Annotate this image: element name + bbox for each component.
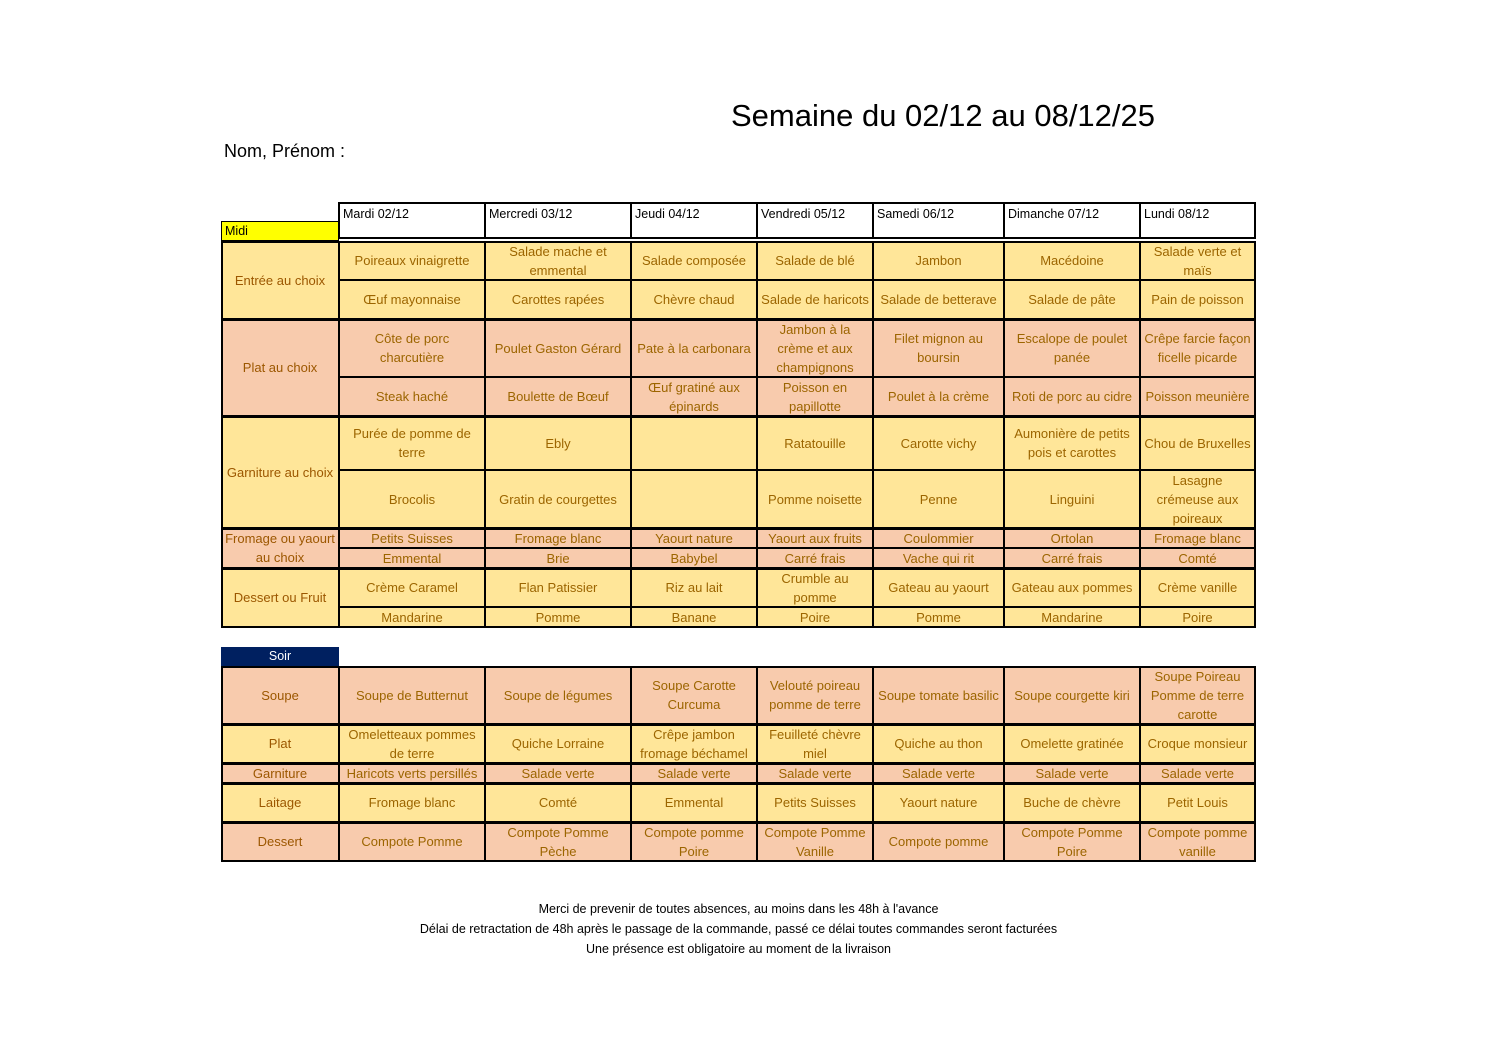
menu-item-cell: Soupe courgette kiri xyxy=(1004,666,1140,724)
menu-item-cell: Poisson en papillotte xyxy=(757,377,873,416)
menu-item-cell: Salade de pâte xyxy=(1004,280,1140,319)
menu-item-cell: Compote Pomme Vanille xyxy=(757,822,873,861)
menu-item-cell: Petit Louis xyxy=(1140,783,1255,822)
menu-item-cell: Soupe Poireau Pomme de terre carotte xyxy=(1140,666,1255,724)
menu-item-cell: Lasagne crémeuse aux poireaux xyxy=(1140,470,1255,528)
menu-item-cell: Œuf gratiné aux épinards xyxy=(631,377,757,416)
menu-item-cell: Carré frais xyxy=(757,548,873,568)
menu-item-cell: Pain de poisson xyxy=(1140,280,1255,319)
course-label: Garniture au choix xyxy=(221,416,339,528)
menu-item-cell: Côte de porc charcutière xyxy=(339,319,485,377)
menu-item-cell: Babybel xyxy=(631,548,757,568)
menu-item-cell: Pate à la carbonara xyxy=(631,319,757,377)
menu-item-cell: Velouté poireau pomme de terre xyxy=(757,666,873,724)
menu-item-cell: Riz au lait xyxy=(631,568,757,607)
menu-item-cell: Purée de pomme de terre xyxy=(339,416,485,470)
menu-item-cell: Omelette gratinée xyxy=(1004,724,1140,763)
menu-item-cell: Salade mache et emmental xyxy=(485,241,631,280)
note-line: Une présence est obligatoire au moment de la livraison xyxy=(585,942,892,956)
menu-item-cell: Emmental xyxy=(339,548,485,568)
menu-item-cell: Buche de chèvre xyxy=(1004,783,1140,822)
menu-item-cell: Fromage blanc xyxy=(1140,528,1255,548)
day-header: Jeudi 04/12 xyxy=(630,202,758,239)
menu-item-cell: Pomme noisette xyxy=(757,470,873,528)
menu-item-cell: Salade verte xyxy=(631,763,757,783)
menu-item-cell: Crêpe farcie façon ficelle picarde xyxy=(1140,319,1255,377)
note-line: Merci de prevenir de toutes absences, au moins dans les 48h à l'avance xyxy=(538,902,939,916)
menu-item-cell: Aumonière de petits pois et carottes xyxy=(1004,416,1140,470)
menu-item-cell: Œuf mayonnaise xyxy=(339,280,485,319)
menu-item-cell: Mandarine xyxy=(339,607,485,627)
menu-item-cell: Poireaux vinaigrette xyxy=(339,241,485,280)
menu-item-cell: Petits Suisses xyxy=(757,783,873,822)
day-header: Dimanche 07/12 xyxy=(1003,202,1141,239)
name-field-label: Nom, Prénom : xyxy=(224,141,346,161)
soir-section-tag: Soir xyxy=(221,647,339,667)
day-header: Mardi 02/12 xyxy=(338,202,486,239)
menu-item-cell: Brocolis xyxy=(339,470,485,528)
menu-item-cell: Poisson meunière xyxy=(1140,377,1255,416)
menu-item-cell: Poulet à la crème xyxy=(873,377,1004,416)
menu-item-cell: Carotte vichy xyxy=(873,416,1004,470)
menu-item-cell: Soupe de légumes xyxy=(485,666,631,724)
menu-item-cell: Mandarine xyxy=(1004,607,1140,627)
menu-item-cell: Salade composée xyxy=(631,241,757,280)
menu-item-cell: Gateau aux pommes xyxy=(1004,568,1140,607)
menu-item-cell: Vache qui rit xyxy=(873,548,1004,568)
menu-item-cell xyxy=(631,470,757,528)
course-label: Dessert ou Fruit xyxy=(221,568,339,627)
menu-item-cell: Haricots verts persillés xyxy=(339,763,485,783)
menu-item-cell: Quiche Lorraine xyxy=(485,724,631,763)
menu-item-cell: Ebly xyxy=(485,416,631,470)
menu-item-cell: Salade verte xyxy=(485,763,631,783)
menu-item-cell: Crème Caramel xyxy=(339,568,485,607)
menu-item-cell: Fromage blanc xyxy=(485,528,631,548)
menu-item-cell: Flan Patissier xyxy=(485,568,631,607)
menu-item-cell: Yaourt nature xyxy=(631,528,757,548)
menu-item-cell: Steak haché xyxy=(339,377,485,416)
menu-item-cell: Escalope de poulet panée xyxy=(1004,319,1140,377)
course-label: Garniture xyxy=(221,763,339,783)
menu-item-cell: Omeletteaux pommes de terre xyxy=(339,724,485,763)
menu-item-cell: Fromage blanc xyxy=(339,783,485,822)
menu-item-cell: Croque monsieur xyxy=(1140,724,1255,763)
menu-item-cell: Compote Pomme xyxy=(339,822,485,861)
menu-item-cell: Yaourt nature xyxy=(873,783,1004,822)
menu-item-cell: Jambon à la crème et aux champignons xyxy=(757,319,873,377)
menu-item-cell: Crumble au pomme xyxy=(757,568,873,607)
course-label: Soupe xyxy=(221,666,339,724)
menu-item-cell: Crème vanille xyxy=(1140,568,1255,607)
menu-item-cell: Yaourt aux fruits xyxy=(757,528,873,548)
menu-item-cell: Compote pomme vanille xyxy=(1140,822,1255,861)
menu-item-cell: Comté xyxy=(485,783,631,822)
day-header: Lundi 08/12 xyxy=(1139,202,1256,239)
menu-item-cell: Roti de porc au cidre xyxy=(1004,377,1140,416)
menu-item-cell: Compote pomme xyxy=(873,822,1004,861)
menu-item-cell: Salade verte xyxy=(757,763,873,783)
menu-item-cell: Salade de haricots xyxy=(757,280,873,319)
menu-item-cell: Penne xyxy=(873,470,1004,528)
menu-item-cell: Salade verte et maïs xyxy=(1140,241,1255,280)
menu-item-cell: Pomme xyxy=(873,607,1004,627)
menu-item-cell: Macédoine xyxy=(1004,241,1140,280)
menu-item-cell: Poire xyxy=(1140,607,1255,627)
menu-item-cell: Comté xyxy=(1140,548,1255,568)
footer-notes xyxy=(240,899,1237,959)
menu-item-cell: Jambon xyxy=(873,241,1004,280)
day-header: Vendredi 05/12 xyxy=(756,202,874,239)
menu-item-cell: Poire xyxy=(757,607,873,627)
menu-item-cell: Gateau au yaourt xyxy=(873,568,1004,607)
menu-item-cell: Crêpe jambon fromage béchamel xyxy=(631,724,757,763)
menu-item-cell: Compote Pomme Poire xyxy=(1004,822,1140,861)
menu-item-cell: Soupe de Butternut xyxy=(339,666,485,724)
menu-item-cell: Carré frais xyxy=(1004,548,1140,568)
menu-item-cell: Soupe tomate basilic xyxy=(873,666,1004,724)
menu-item-cell: Quiche au thon xyxy=(873,724,1004,763)
course-label: Fromage ou yaourt au choix xyxy=(221,528,339,568)
menu-item-cell xyxy=(631,416,757,470)
course-label: Entrée au choix xyxy=(221,241,339,319)
menu-item-cell: Chou de Bruxelles xyxy=(1140,416,1255,470)
menu-item-cell: Soupe Carotte Curcuma xyxy=(631,666,757,724)
menu-item-cell: Linguini xyxy=(1004,470,1140,528)
menu-item-cell: Brie xyxy=(485,548,631,568)
menu-item-cell: Salade verte xyxy=(1004,763,1140,783)
menu-item-cell: Salade verte xyxy=(873,763,1004,783)
menu-item-cell: Petits Suisses xyxy=(339,528,485,548)
menu-item-cell: Poulet Gaston Gérard xyxy=(485,319,631,377)
menu-item-cell: Compote Pomme Pèche xyxy=(485,822,631,861)
menu-item-cell: Ratatouille xyxy=(757,416,873,470)
menu-item-cell: Feuilleté chèvre miel xyxy=(757,724,873,763)
day-header: Mercredi 03/12 xyxy=(484,202,632,239)
course-label: Plat au choix xyxy=(221,319,339,416)
menu-item-cell: Salade de blé xyxy=(757,241,873,280)
menu-item-cell: Coulommier xyxy=(873,528,1004,548)
day-header: Samedi 06/12 xyxy=(872,202,1005,239)
midi-section-tag: Midi xyxy=(221,221,339,241)
course-label: Plat xyxy=(221,724,339,763)
menu-item-cell: Gratin de courgettes xyxy=(485,470,631,528)
course-label: Laitage xyxy=(221,783,339,822)
menu-item-cell: Salade verte xyxy=(1140,763,1255,783)
menu-item-cell: Carottes rapées xyxy=(485,280,631,319)
note-line: Délai de retractation de 48h après le passage de la commande, passé ce délai toutes commandes seront facturées xyxy=(419,922,1058,936)
course-label: Dessert xyxy=(221,822,339,861)
menu-item-cell: Compote pomme Poire xyxy=(631,822,757,861)
menu-item-cell: Boulette de Bœuf xyxy=(485,377,631,416)
page-title: Semaine du 02/12 au 08/12/25 xyxy=(731,98,1156,133)
menu-item-cell: Ortolan xyxy=(1004,528,1140,548)
menu-item-cell: Chèvre chaud xyxy=(631,280,757,319)
menu-item-cell: Pomme xyxy=(485,607,631,627)
menu-item-cell: Salade de betterave xyxy=(873,280,1004,319)
menu-item-cell: Emmental xyxy=(631,783,757,822)
menu-item-cell: Banane xyxy=(631,607,757,627)
menu-item-cell: Filet mignon au boursin xyxy=(873,319,1004,377)
